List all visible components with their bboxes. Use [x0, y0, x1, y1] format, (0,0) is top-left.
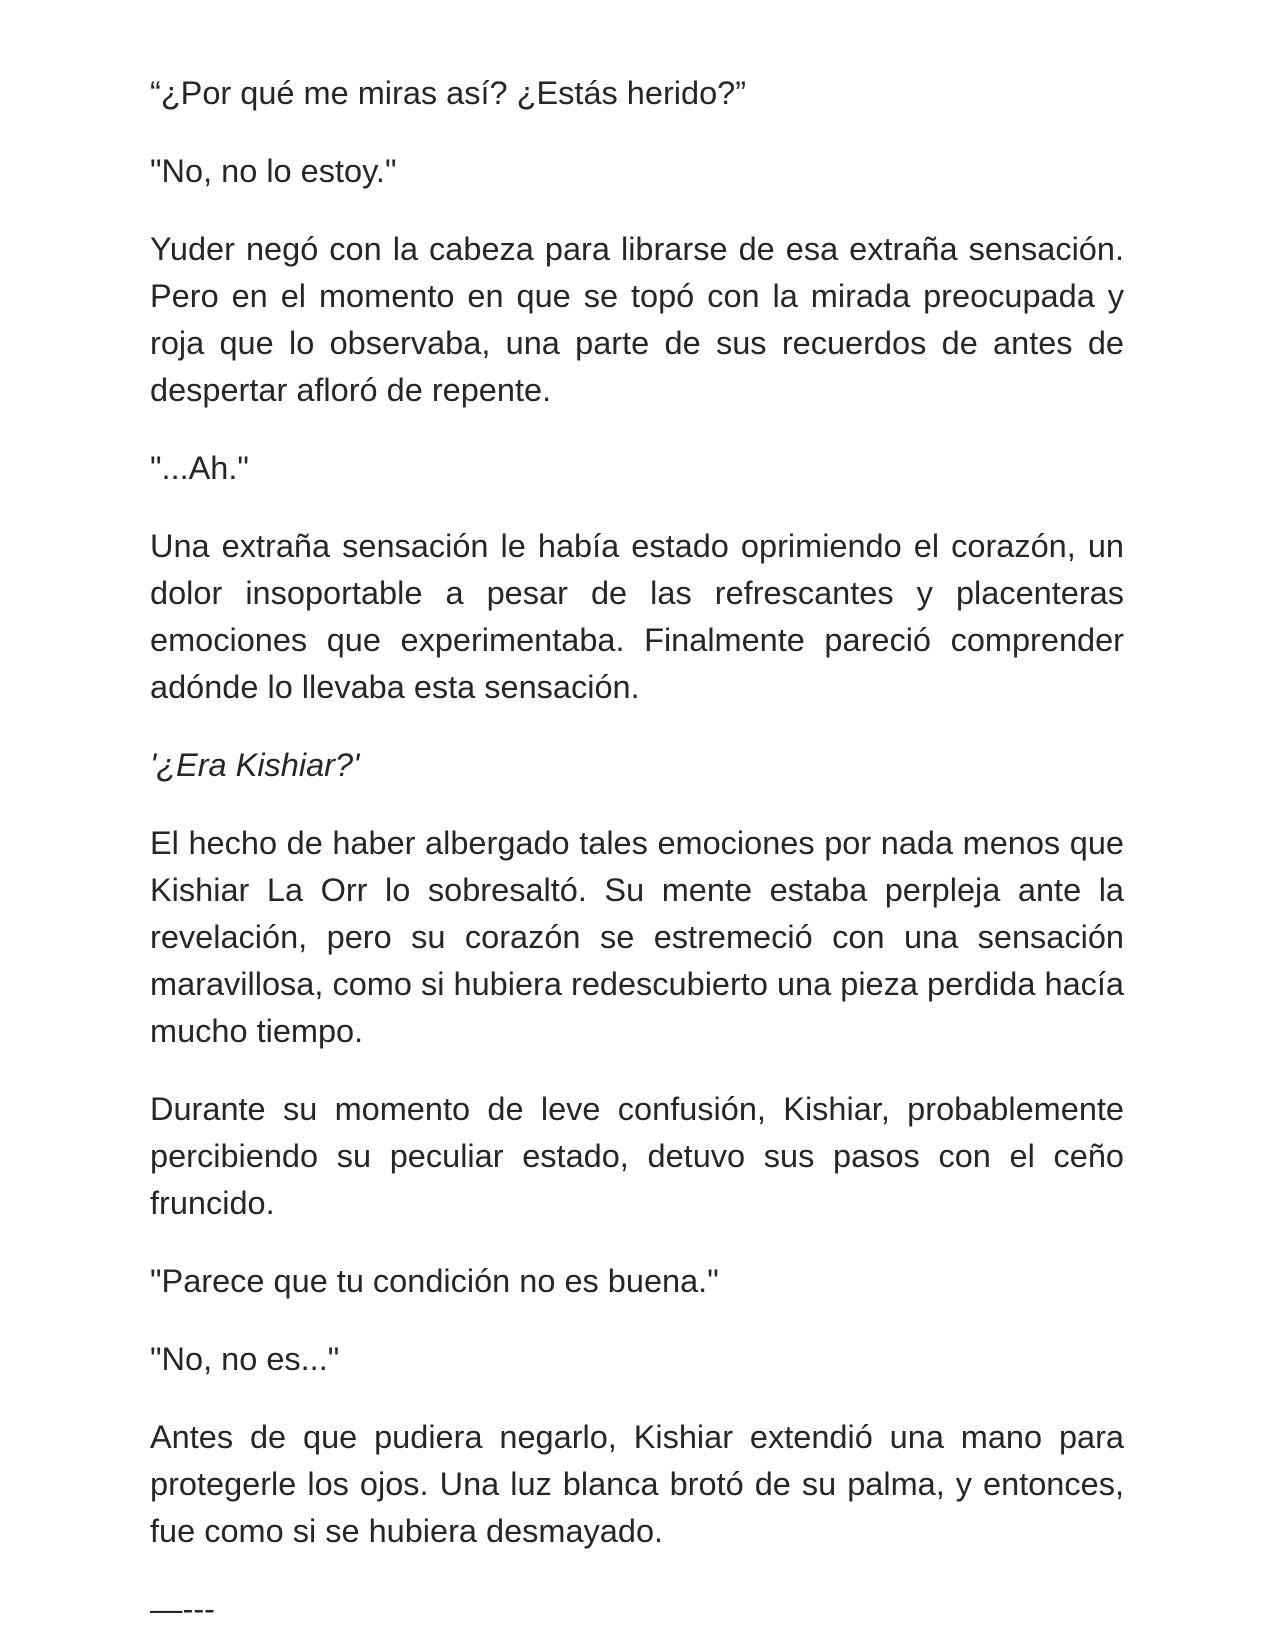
- document-page: [150, 70, 1124, 1633]
- paragraph-dialogue: "No, no es...": [150, 1341, 340, 1377]
- paragraph-narration: Durante su momento de leve confusión, Kishiar, probablemente percibiendo su peculiar estado, detuvo sus pasos con el ceño fruncido.: [150, 1091, 1124, 1221]
- paragraph-narration: Una extraña sensación le había estado oprimiendo el corazón, un dolor insoportable a pesar de las refrescantes y placenteras emociones que experimentaba. Finalmente pareció comprender adónde lo llevaba esta sensación.: [150, 528, 1124, 705]
- paragraph-narration: Yuder negó con la cabeza para librarse de esa extraña sensación. Pero en el momento en que se topó con la mirada preocupada y roja que lo observaba, una parte de sus recuerdos de antes de despertar afloró de repente.: [150, 231, 1124, 408]
- paragraph-dialogue: "No, no lo estoy.": [150, 153, 397, 189]
- scene-separator: —---: [150, 1591, 215, 1627]
- paragraph-thought: '¿Era Kishiar?': [150, 747, 360, 783]
- paragraph-dialogue: "...Ah.": [150, 450, 249, 486]
- paragraph-dialogue: "Parece que tu condición no es buena.": [150, 1263, 719, 1299]
- paragraph-dialogue: “¿Por qué me miras así? ¿Estás herido?”: [150, 75, 747, 111]
- paragraph-narration: El hecho de haber albergado tales emociones por nada menos que Kishiar La Orr lo sobresaltó. Su mente estaba perpleja ante la revelación, pero su corazón se estremeció con una sensación maravillosa, como si hubiera redescubierto una pieza perdida hacía mucho tiempo.: [150, 825, 1124, 1049]
- paragraph-narration: Antes de que pudiera negarlo, Kishiar extendió una mano para protegerle los ojos. Una luz blanca brotó de su palma, y entonces, fue como si se hubiera desmayado.: [150, 1419, 1124, 1549]
